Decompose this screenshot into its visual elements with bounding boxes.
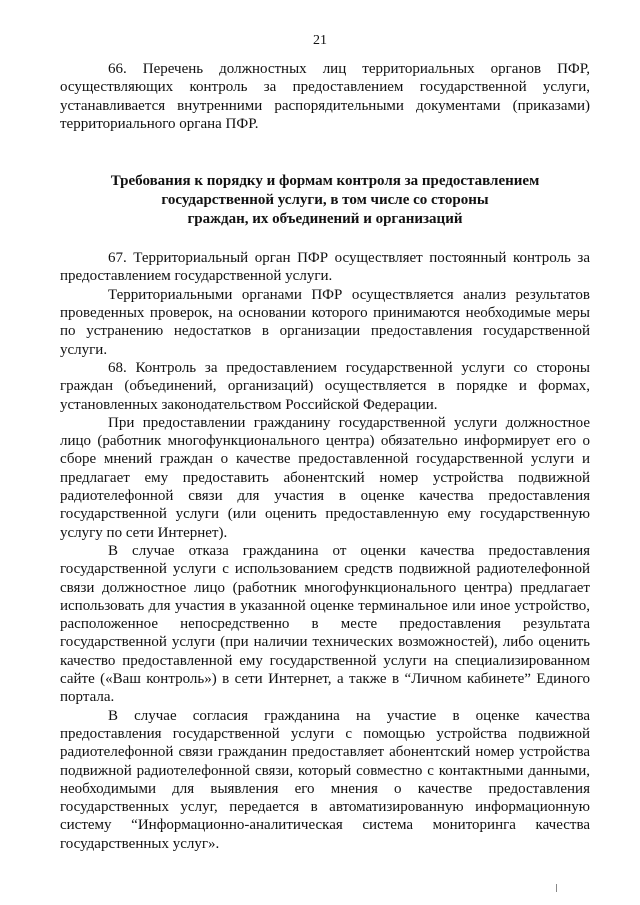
- paragraph-67: 67. Территориальный орган ПФР осуществляет постоянный контроль за предоставлением государственной услуги.: [60, 250, 590, 285]
- section-heading-line-3: граждан, их объединений и организаций: [187, 211, 463, 228]
- paragraph-66: 66. Перечень должностных лиц территориальных органов ПФР, осуществляющих контроль за предоставлением государственной услуги, устанавливается внутренними распорядительными документами (приказами) территориального органа ПФР.: [60, 61, 590, 132]
- section-heading-line-2: государственной услуги, в том числе со стороны: [161, 192, 489, 209]
- paragraph-67-analysis: Территориальными органами ПФР осуществляется анализ результатов проведенных проверок, на основании которого принимаются необходимые меры по устранению недостатков в организации предоставления государственной услуги.: [60, 286, 590, 358]
- section-heading: [60, 172, 590, 229]
- document-body: [60, 60, 590, 853]
- paragraph-68-consent: В случае согласия гражданина на участие в оценке качества предоставления государственной услуги с помощью устройства подвижной радиотелефонной связи гражданин предоставляет абонентский номер устройства подвижной радиотелефонной связи, который совместно с контактными данными, необходимыми для выявления его мнения о качестве предоставления государственных услуг, передается в автоматизированную информационную систему “Информационно-аналитическая система мониторинга качества государственных услуг».: [60, 707, 590, 852]
- paragraph-68-inform: При предоставлении гражданину государственной услуги должностное лицо (работник многофункционального центра) обязательно информирует его о сборе мнений граждан о качестве предоставленной государственной услуги и предлагает ему предоставить абонентский номер устройства подвижной радиотелефонной связи для участия в оценке качества предоставления государственной услуги (или оценить предоставленную ему государственную услугу по сети Интернет).: [60, 414, 590, 541]
- paragraph-68: 68. Контроль за предоставлением государственной услуги со стороны граждан (объединений, организаций) осуществляется в порядке и формах, установленных законодательством Российской Федерации.: [60, 359, 590, 413]
- paragraph-68-refusal: В случае отказа гражданина от оценки качества предоставления государственной услуги с использованием средств подвижной радиотелефонной связи должностное лицо (работник многофункционального центра) предлагает использовать для участия в указанной оценке терминальное или иное устройство, расположенное непосредственно в месте предоставления результата государственной услуги (при наличии технических возможностей), либо оценить качество предоставленной ему государственной услуги на специализированном сайте («Ваш контроль») в сети Интернет, а также в “Личном кабинете” Единого портала.: [60, 542, 590, 706]
- page-number: 21: [313, 33, 327, 48]
- section-heading-line-1: Требования к порядку и формам контроля за предоставлением: [110, 173, 540, 190]
- scan-mark: [556, 884, 561, 892]
